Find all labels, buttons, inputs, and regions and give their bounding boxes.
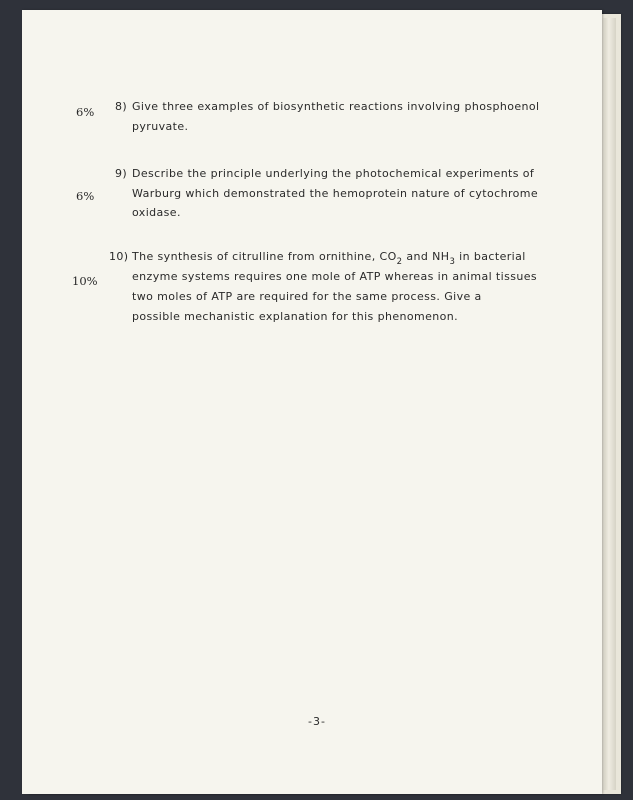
question-10-text-line-2: enzyme systems requires one mole of ATP whereas in animal tissues (132, 270, 538, 283)
exam-page (22, 10, 602, 794)
page-number: -3- (308, 715, 326, 728)
question-9-number: 9) (115, 167, 128, 180)
question-10-text-segment-c: in bacterial (455, 250, 526, 263)
question-9-text-line-1: Describe the principle underlying the photochemical experiments of (132, 167, 535, 180)
question-8-weight: 6% (76, 105, 95, 119)
question-10-text-line-4: possible mechanistic explanation for this phenomenon. (132, 310, 459, 323)
question-10-text-segment-a: The synthesis of citrulline from ornithine, CO (132, 250, 397, 263)
question-9-weight: 6% (76, 189, 95, 203)
question-10-weight: 10% (72, 274, 98, 288)
question-10-text-line-1 (132, 250, 526, 267)
question-9-text-line-2: Warburg which demonstrated the hemoprotein nature of cytochrome (132, 187, 539, 200)
question-10-text-segment-b: and NH (402, 250, 450, 263)
nh3-subscript: 3 (449, 257, 456, 267)
question-10-text-line-3: two moles of ATP are required for the same process. Give a (132, 290, 482, 303)
question-9-text-line-3: oxidase. (132, 206, 181, 219)
co2-subscript: 2 (396, 257, 403, 267)
question-8-text-line-1: Give three examples of biosynthetic reactions involving phosphoenol (132, 100, 540, 113)
question-8-text-line-2: pyruvate. (132, 120, 189, 133)
question-8-number: 8) (115, 100, 128, 113)
question-10-number: 10) (109, 250, 129, 263)
